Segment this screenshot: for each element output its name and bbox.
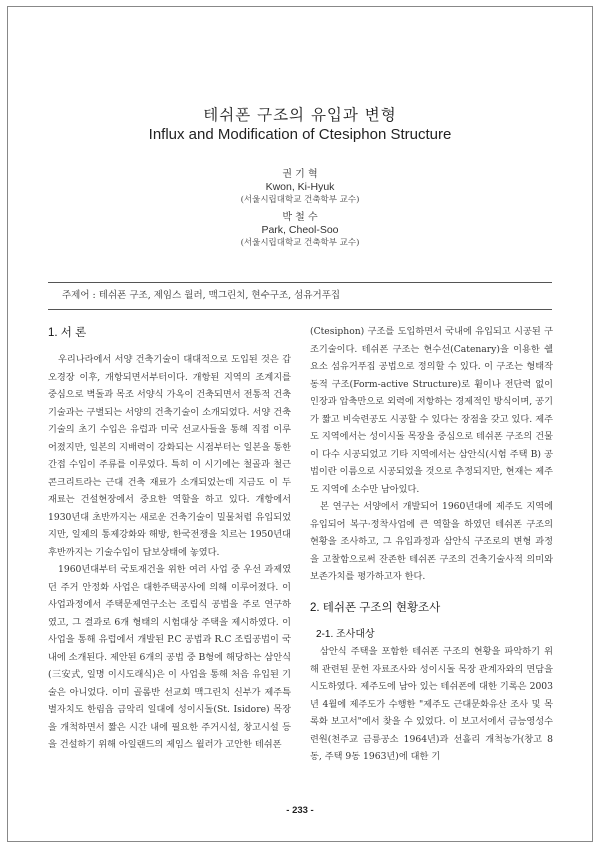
right-column — [310, 323, 553, 766]
author-name-ko: 권 기 혁 — [282, 169, 318, 180]
author-block-2 — [0, 211, 600, 250]
author-name-en: Kwon, Ki-Hyuk — [265, 181, 335, 193]
subsection-heading-survey-targets: 2-1. 조사대상 — [316, 628, 375, 640]
author-block-1 — [0, 168, 600, 207]
paragraph: (Ctesiphon) 구조를 도입하면서 국내에 유입되고 시공된 구조기술이다. 테쉬폰 구조는 현수선(Catenary)을 이용한 쉘요소 섬유거푸집 공법으로 정의할 수 있다. 이 구조는 형태작동적 구조(Form-active Structure)로 휨이나 전단력 없이 인장과 압축만으로 외력에 저항하는 경제적인 방식이며, 공기가 짧고 비숙련공도 시공할 수 있다는 장점을 갖고 있다. 제주도 지역에서는 성이시돌 목장을 중심으로 테쉬폰 구조의 건물이 다수 시공되었고 기타 지역에서는 삼안식(시험 주택 B) 공법이란 이름으로 시공되었을 것으로 추정되지만, 현재는 제주도 지역에 소수만 남아있다. — [310, 326, 553, 495]
author-affiliation: (서울시립대학교 건축학부 교수) — [240, 195, 360, 205]
author-name-en: Park, Cheol-Soo — [261, 224, 339, 236]
paragraph: 삼안식 주택을 포함한 테쉬폰 구조의 현황을 파악하기 위해 관련된 문헌 자료조사와 성이시돌 목장 관계자와의 면담을 시도하였다. 제주도에 남아 있는 테쉬폰에 대한 기록은 2003년 4월에 제주도가 수행한 "제주도 근대문화유산 조사 및 목록화 보고서"에서 찾을 수 있었다. 이 보고서에서 금능영성수련원(천주교 금릉공소 1964년)과 선흘리 개척농가(창고 8동, 주택 9동 1963년)에 대한 기 — [310, 646, 553, 762]
title-korean: 테쉬폰 구조의 유입과 변형 — [203, 106, 397, 124]
paragraph: 본 연구는 서양에서 개발되어 1960년대에 제주도 지역에 유입되어 복구·정착사업에 큰 역할을 하였던 테쉬폰 구조의 현황을 조사하고, 그 유입과정과 삼안식 구조로의 변형 과정을 고찰함으로써 잔존한 테쉬폰 구조의 건축기술사적 의미와 보존가치를 평가하고자 한다. — [310, 501, 553, 582]
section-heading-introduction: 1. 서 론 — [48, 327, 87, 339]
keywords-label: 주제어 : — [62, 290, 96, 301]
paragraph: 우리나라에서 서양 건축기술이 대대적으로 도입된 것은 갑오경장 이후, 개항되면서부터이다. 개항된 지역의 조계지를 중심으로 벽돌과 목조 서양식 가옥이 건축되면서 전통적 건축기술과는 구별되는 서양의 건축기술이 소개되었다. 서양 건축기술의 초기 수입은 유럽과 미국 선교사들을 통해 직접 이루어졌지만, 일본의 지배력이 강화되는 시점부터는 일본을 통한 간접 수입이 주류를 이루었다. 특히 이 시기에는 철골과 철근콘크리트라는 근대 건축 재료가 소개되었는데 지금도 이 두 재료는 건설현장에서 중요한 역할을 하고 있다. 개항에서 1930년대 초반까지는 새로운 건축기술이 밀물처럼 유입되었지만, 일제의 통제강화와 해방, 한국전쟁을 치르는 1950년대 후반까지는 기술수입이 답보상태에 놓였다. — [48, 354, 291, 558]
page-number: - 233 - — [286, 805, 314, 816]
paragraph: 1960년대부터 국토재건을 위한 여러 사업 중 우선 과제였던 주거 안정화 사업은 대한주택공사에 의해 이루어졌다. 이 사업과정에서 주택문제연구소는 조립식 공법을 주로 연구하였고, 그 결과로 6개 형태의 시험대상 주택을 제시하였다. 이 사업을 통해 유럽에서 개발된 P.C 공법과 R.C 조립공법이 국내에 소개된다. 제안된 6개의 공법 중 B형에 해당하는 삼안식(三安式, 일명 이시도래식)은 이 사업을 통해 처음 유입된 기술은 아니었다. 이미 골롬반 선교회 맥그린치 신부가 제주특별자치도 한림읍 금악리 일대에 성이시돌(St. Isidore) 목장을 개척하면서 짧은 시간 내에 필요한 주거시설, 창고시설 등을 건설하기 위해 아일랜드의 제임스 월러가 고안한 테쉬폰 — [48, 564, 292, 750]
title-english: Influx and Modification of Ctesiphon Structure — [148, 126, 452, 143]
keywords-list: 테쉬폰 구조, 제임스 월러, 맥그린치, 현수구조, 섬유거푸집 — [98, 290, 341, 301]
left-column — [48, 323, 291, 754]
keywords-box — [48, 282, 552, 310]
author-affiliation: (서울시립대학교 건축학부 교수) — [240, 238, 360, 248]
section-heading-status-survey: 2. 테쉬폰 구조의 현황조사 — [310, 601, 441, 614]
author-name-ko: 박 철 수 — [282, 212, 318, 223]
